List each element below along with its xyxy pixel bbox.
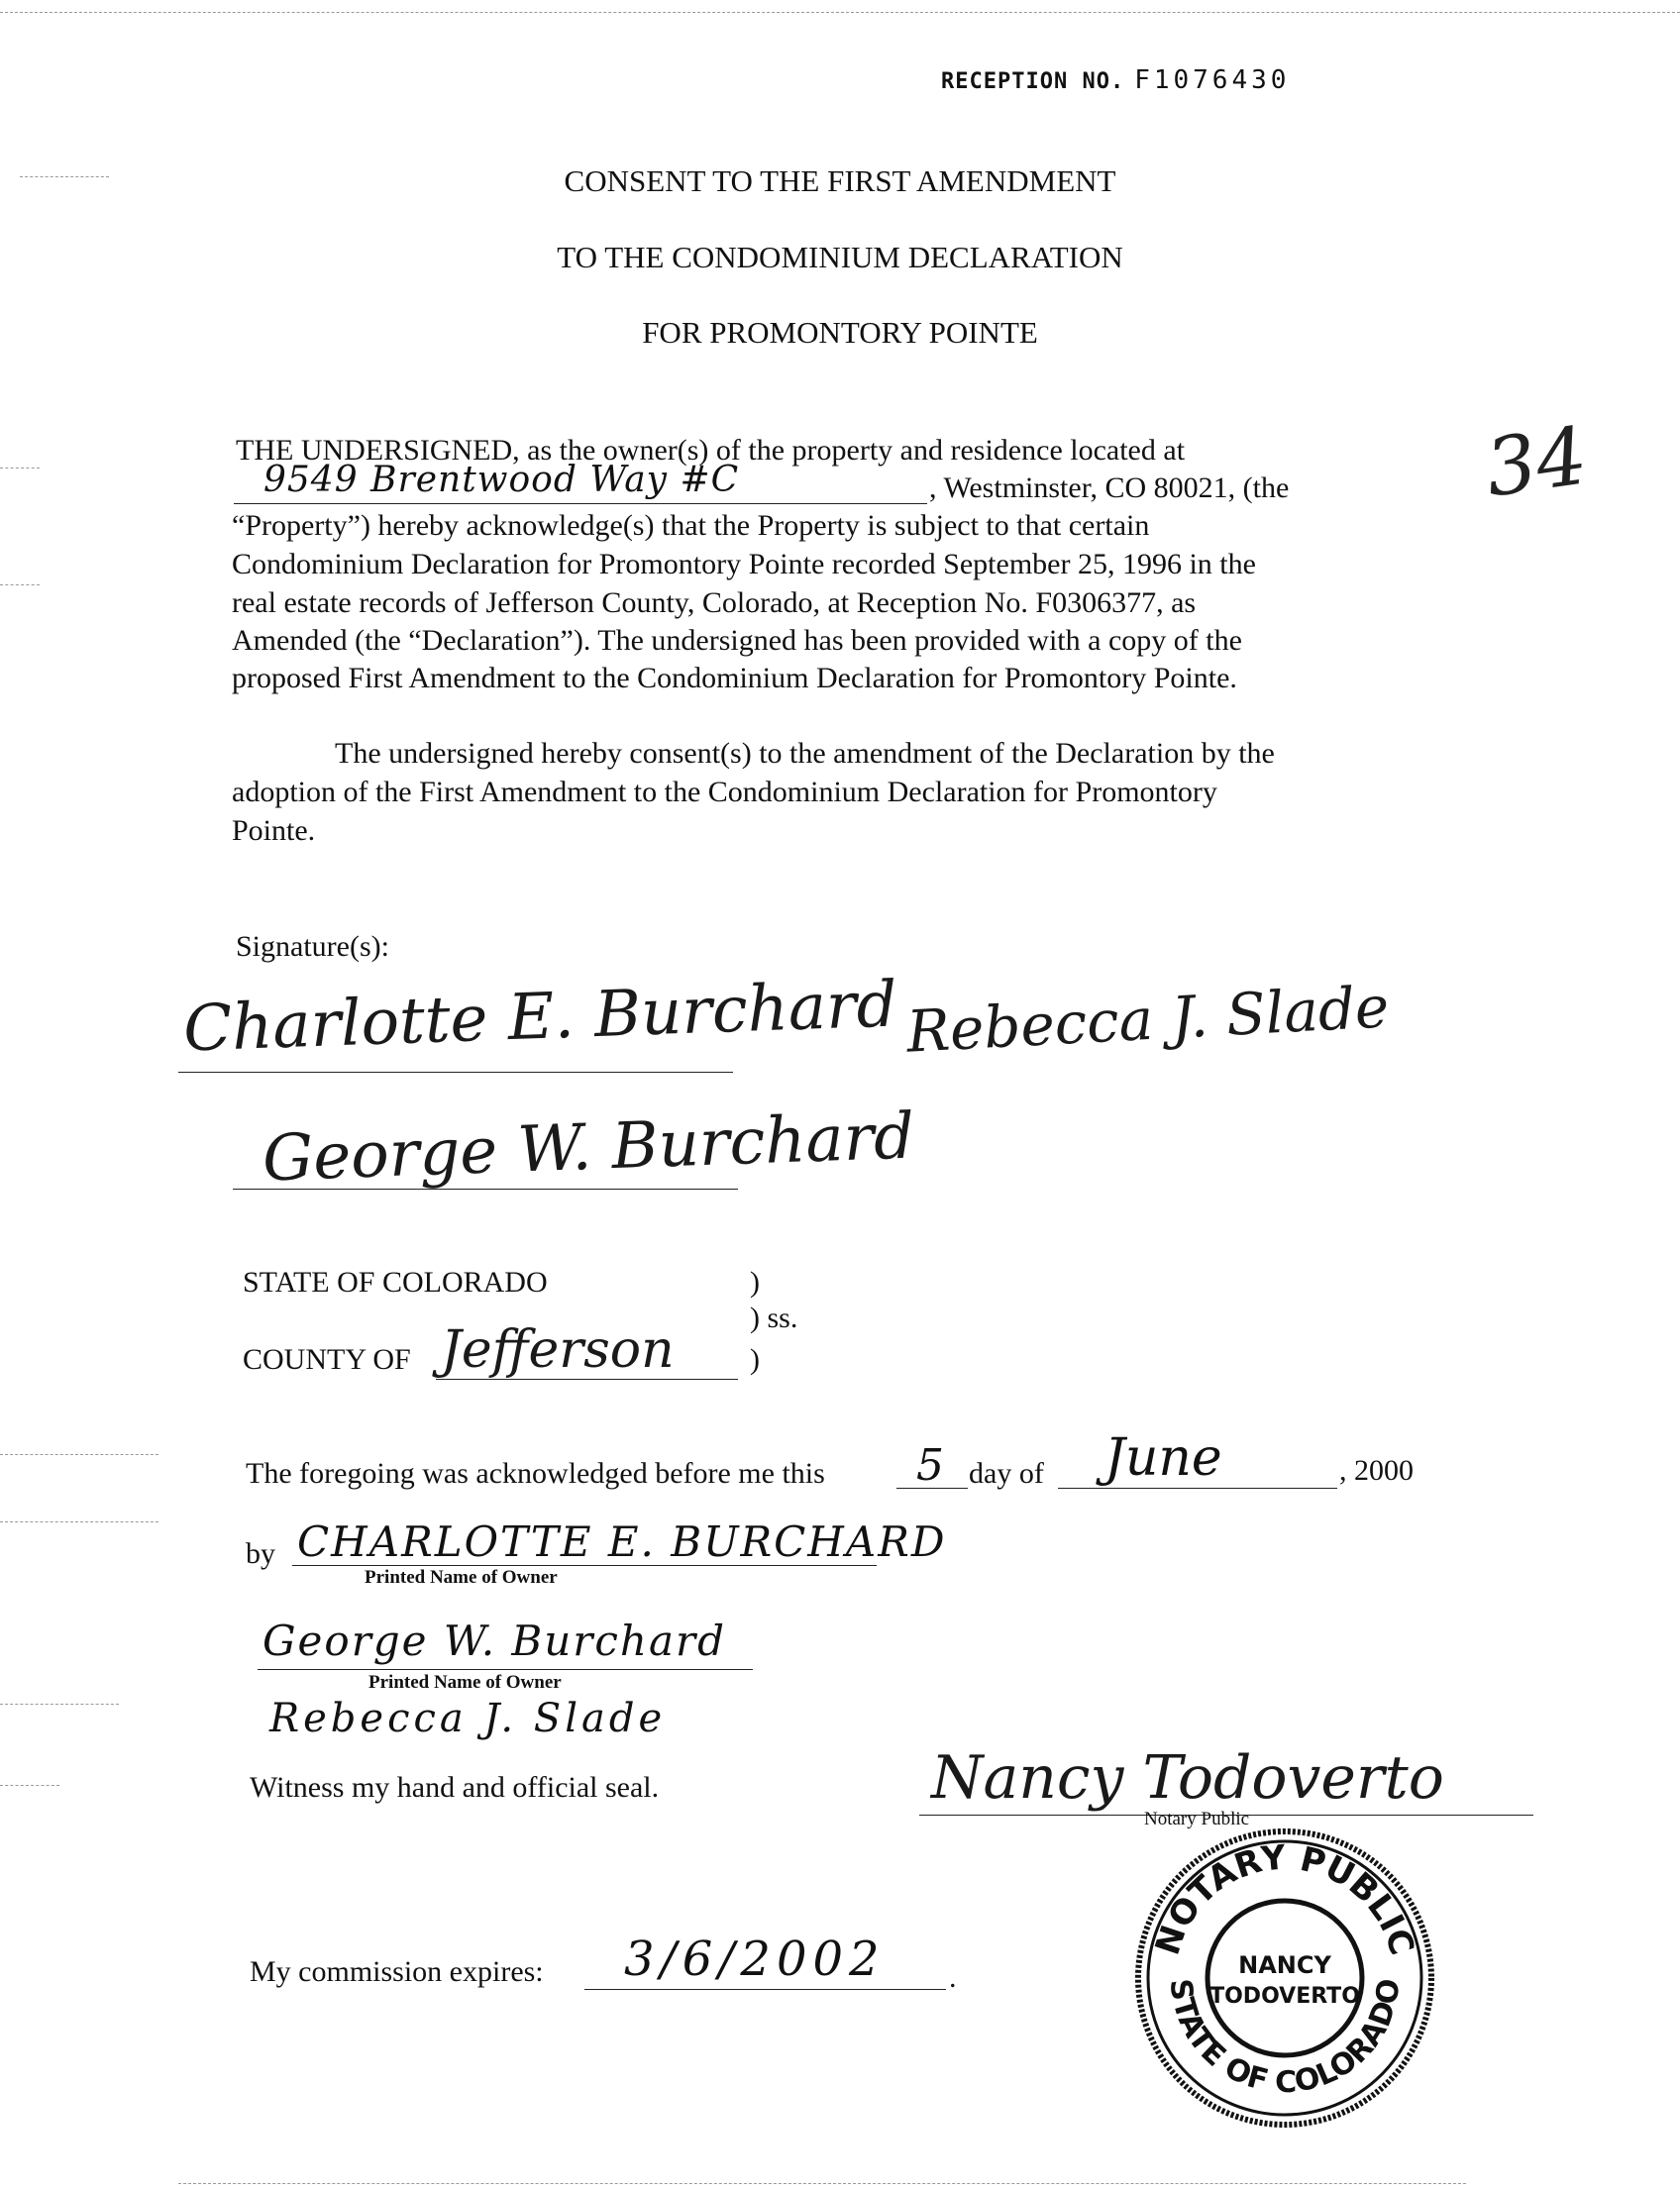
scan-mark: [0, 468, 40, 469]
reception-value: F1076430: [1134, 65, 1291, 95]
para1-line1: THE UNDERSIGNED, as the owner(s) of the property and residence located at: [236, 434, 1186, 467]
venue-paren-2: ): [750, 1343, 760, 1376]
ack-month: June: [1104, 1428, 1222, 1488]
venue-state: STATE OF COLORADO: [243, 1266, 548, 1299]
document-title-line2: TO THE CONDOMINIUM DECLARATION: [557, 240, 1123, 274]
scan-mark: [0, 1785, 59, 1786]
venue-paren-1: ): [750, 1266, 760, 1299]
commission-underline: [584, 1989, 946, 1990]
address-handwritten: 9549 Brentwood Way #C: [263, 460, 740, 500]
document-title-line1: CONSENT TO THE FIRST AMENDMENT: [564, 163, 1116, 198]
owner2-underline: [258, 1669, 753, 1670]
printed-name-label-2: Printed Name of Owner: [368, 1672, 562, 1693]
seal-top-text: NOTARY PUBLIC: [1147, 1837, 1422, 1960]
ack-owner3: Rebecca J. Slade: [269, 1696, 667, 1741]
county-underline: [436, 1379, 738, 1380]
scan-mark: [0, 1454, 158, 1455]
para2-line3: Pointe.: [232, 814, 316, 847]
signature-george: George W. Burchard: [261, 1099, 916, 1197]
commission-period: .: [949, 1961, 957, 1994]
reception-label: RECEPTION NO.: [941, 69, 1125, 94]
address-underline: [234, 503, 927, 504]
venue-county-label: COUNTY OF: [243, 1343, 411, 1376]
venue-ss: ) ss.: [750, 1302, 798, 1334]
para1-line2: [234, 460, 927, 507]
para1-line2-rest: , Westminster, CO 80021, (the: [929, 471, 1290, 504]
ack-day-of: day of: [969, 1457, 1044, 1490]
seal-bottom-text: STATE OF COLORADO: [1162, 1976, 1408, 2101]
scan-mark: [0, 584, 40, 585]
para1-line5: real estate records of Jefferson County, Colorado, at Reception No. F0306377, as: [232, 586, 1197, 619]
signature-rebecca: Rebecca J. Slade: [904, 973, 1391, 1066]
venue-county-handwritten: Jefferson: [441, 1320, 675, 1380]
para1-line7: proposed First Amendment to the Condominium Declaration for Promontory Pointe.: [232, 662, 1237, 694]
seal-name-line1: NANCY: [1238, 1951, 1331, 1979]
scan-edge-bottom: [178, 2183, 1466, 2184]
owner1-underline: [292, 1565, 877, 1566]
notary-signature: Nancy Todoverto: [931, 1743, 1444, 1813]
scan-mark: [0, 1704, 119, 1705]
scan-mark: [0, 1521, 158, 1522]
signatures-label: Signature(s):: [236, 930, 389, 963]
margin-note: 34: [1480, 409, 1593, 515]
para2-line2: adoption of the First Amendment to the Condominium Declaration for Promontory: [232, 776, 1217, 808]
ack-text: The foregoing was acknowledged before me this: [246, 1457, 825, 1490]
printed-name-label-1: Printed Name of Owner: [365, 1567, 558, 1588]
para1-line6: Amended (the “Declaration”). The undersigned has been provided with a copy of the: [232, 624, 1242, 657]
month-underline: [1058, 1488, 1337, 1489]
witness-text: Witness my hand and official seal.: [250, 1771, 660, 1804]
ack-owner2: George W. Burchard: [262, 1617, 726, 1665]
para2-line1: The undersigned hereby consent(s) to the amendment of the Declaration by the: [335, 737, 1275, 770]
reception-number: [941, 65, 1290, 95]
commission-label: My commission expires:: [250, 1955, 544, 1988]
commission-date: 3/6/2002: [624, 1931, 886, 1987]
signature-charlotte: Charlotte E. Burchard: [181, 968, 898, 1067]
day-underline: [896, 1488, 968, 1489]
signature-line-1: [178, 1072, 733, 1073]
ack-day: 5: [916, 1440, 944, 1491]
scan-edge-top: [0, 12, 1680, 13]
signature-line-2: [233, 1189, 738, 1190]
notary-seal: [1131, 1825, 1438, 2132]
para1-line3: “Property”) hereby acknowledge(s) that the Property is subject to that certain: [232, 509, 1150, 542]
notary-label: Notary Public: [1144, 1809, 1250, 1829]
seal-name-line2: TODOVERTO: [1209, 1984, 1360, 2009]
document-title-line3: FOR PROMONTORY POINTE: [642, 315, 1038, 350]
ack-year: , 2000: [1339, 1454, 1414, 1487]
para1-line4: Condominium Declaration for Promontory Pointe recorded September 25, 1996 in the: [232, 548, 1256, 580]
ack-by: by: [246, 1537, 275, 1570]
ack-owner1: CHARLOTTE E. BURCHARD: [297, 1517, 947, 1566]
